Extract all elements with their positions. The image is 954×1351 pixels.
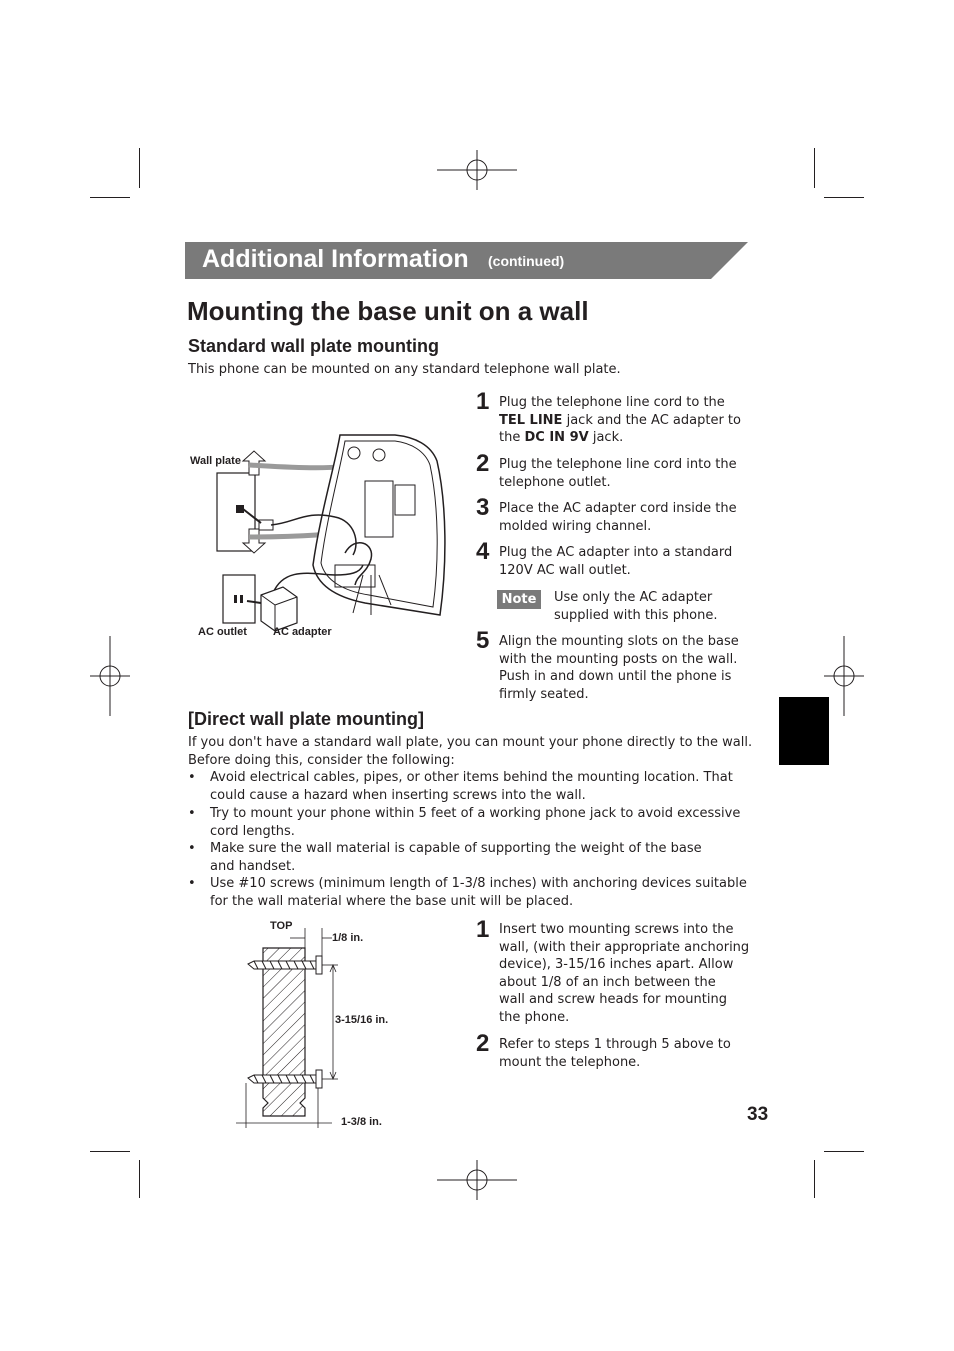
bullet-icon: • [188,876,196,891]
step-line [499,429,749,447]
section-heading: [Direct wall plate mounting] [188,709,425,729]
step-line: wall and screw heads for mounting [499,992,727,1007]
registration-mark [824,636,864,716]
note-badge: Note [497,590,541,609]
step-line: about 1/8 of an inch between the [499,974,716,990]
step-line: Plug the telephone line cord to the [499,395,725,410]
intro-line: If you don't have a standard wall plate, you can mount your phone directly to the wall. [188,735,753,750]
step-text [499,544,749,579]
list-item-line: cord lengths. [210,823,295,839]
crop-mark [824,1151,864,1152]
crop-mark [814,1160,815,1198]
step-line: mount the telephone. [499,1054,641,1070]
intro-line: Before doing this, consider the following: [188,752,455,768]
step-text [499,921,754,1026]
step-line-part: jack. [592,430,624,445]
length-dimension-label: 1-3/8 in. [341,1116,382,1128]
wall-plate-label: Wall plate [190,455,241,467]
crop-mark [814,148,815,188]
step-line-part: jack and the AC adapter to [566,412,741,428]
step-number: 5 [476,627,490,654]
page-number: 33 [747,1104,769,1125]
phone-base-drawing [313,435,445,615]
crop-mark [824,197,864,198]
step-line: firmly seated. [499,686,589,702]
bullet-icon: • [188,770,196,785]
step-line: Insert two mounting screws into the [499,922,734,937]
thumb-tab [779,697,829,765]
crop-mark [139,1160,140,1198]
crop-mark [139,148,140,188]
bullet-icon: • [188,841,196,856]
step-line: molded wiring channel. [499,518,652,534]
list-item-line: Use #10 screws (minimum length of 1-3/8 inches) with anchoring devices suitable [210,876,747,891]
note-text [554,589,754,624]
step-line: Place the AC adapter cord inside the [499,501,737,516]
section-intro [188,734,758,769]
step-line: device), 3-15/16 inches apart. Allow [499,957,734,972]
list-item-line: and handset. [210,858,296,874]
list-item-line: Avoid electrical cables, pipes, or other items behind the mounting location. That [210,770,733,785]
list-item-line: Try to mount your phone within 5 feet of a working phone jack to avoid excessive [210,806,741,821]
registration-mark [437,150,517,190]
ac-outlet-drawing [223,575,255,623]
step-line-part: the [499,430,521,445]
section-intro: This phone can be mounted on any standard telephone wall plate. [188,362,621,377]
step-line: wall, (with their appropriate anchoring [499,939,750,955]
list-item [188,875,748,911]
step-line [499,412,749,430]
step-number: 3 [476,494,490,521]
crop-mark [90,1151,130,1152]
step-text [499,500,749,535]
top-label: TOP [270,920,293,932]
section-heading: Standard wall plate mounting [188,336,440,356]
gap-dimension-label: 1/8 in. [332,932,364,944]
tel-line-jack: TEL LINE [499,412,563,428]
spacing-dimension-label: 3-15/16 in. [335,1014,389,1026]
step-line: Align the mounting slots on the base [499,634,739,649]
registration-mark [437,1160,517,1200]
step-text [499,394,749,447]
wall-section-drawing [263,948,305,1116]
step-number: 1 [476,388,490,415]
list-item-line: could cause a hazard when inserting screws into the wall. [210,787,586,803]
banner-title: Additional Information [202,245,469,273]
registration-mark [90,636,130,716]
ac-adapter-drawing [261,587,297,631]
step-number: 4 [476,538,490,565]
step-line: Plug the telephone line cord into the [499,457,737,472]
list-item [188,840,748,876]
step-number: 1 [476,916,490,943]
step-text [499,456,749,491]
list-item-line: Make sure the wall material is capable of supporting the weight of the base [210,841,702,856]
ac-adapter-label: AC adapter [273,626,332,638]
step-line: Refer to steps 1 through 5 above to [499,1037,731,1052]
ac-outlet-label: AC outlet [198,626,247,638]
step-text [499,1036,754,1071]
step-line: Plug the AC adapter into a standard [499,545,733,560]
step-number: 2 [476,450,490,477]
step-line: 120V AC wall outlet. [499,562,631,578]
step-line: with the mounting posts on the wall. [499,651,738,667]
crop-mark [90,197,130,198]
note-line: supplied with this phone. [554,607,718,623]
banner-subtitle: (continued) [488,253,565,269]
section-banner [185,242,748,279]
step-line: Push in and down until the phone is [499,669,732,684]
list-item [188,805,748,841]
note-line: Use only the AC adapter [554,590,713,605]
step-line: the phone. [499,1009,570,1025]
list-item-line: for the wall material where the base unit will be placed. [210,893,574,909]
step-text [499,633,749,703]
dc-in-jack: DC IN 9V [524,430,589,445]
step-line: telephone outlet. [499,474,611,490]
page-title: Mounting the base unit on a wall [187,296,589,326]
bullet-icon: • [188,806,196,821]
list-item [188,769,748,805]
step-number: 2 [476,1030,490,1057]
